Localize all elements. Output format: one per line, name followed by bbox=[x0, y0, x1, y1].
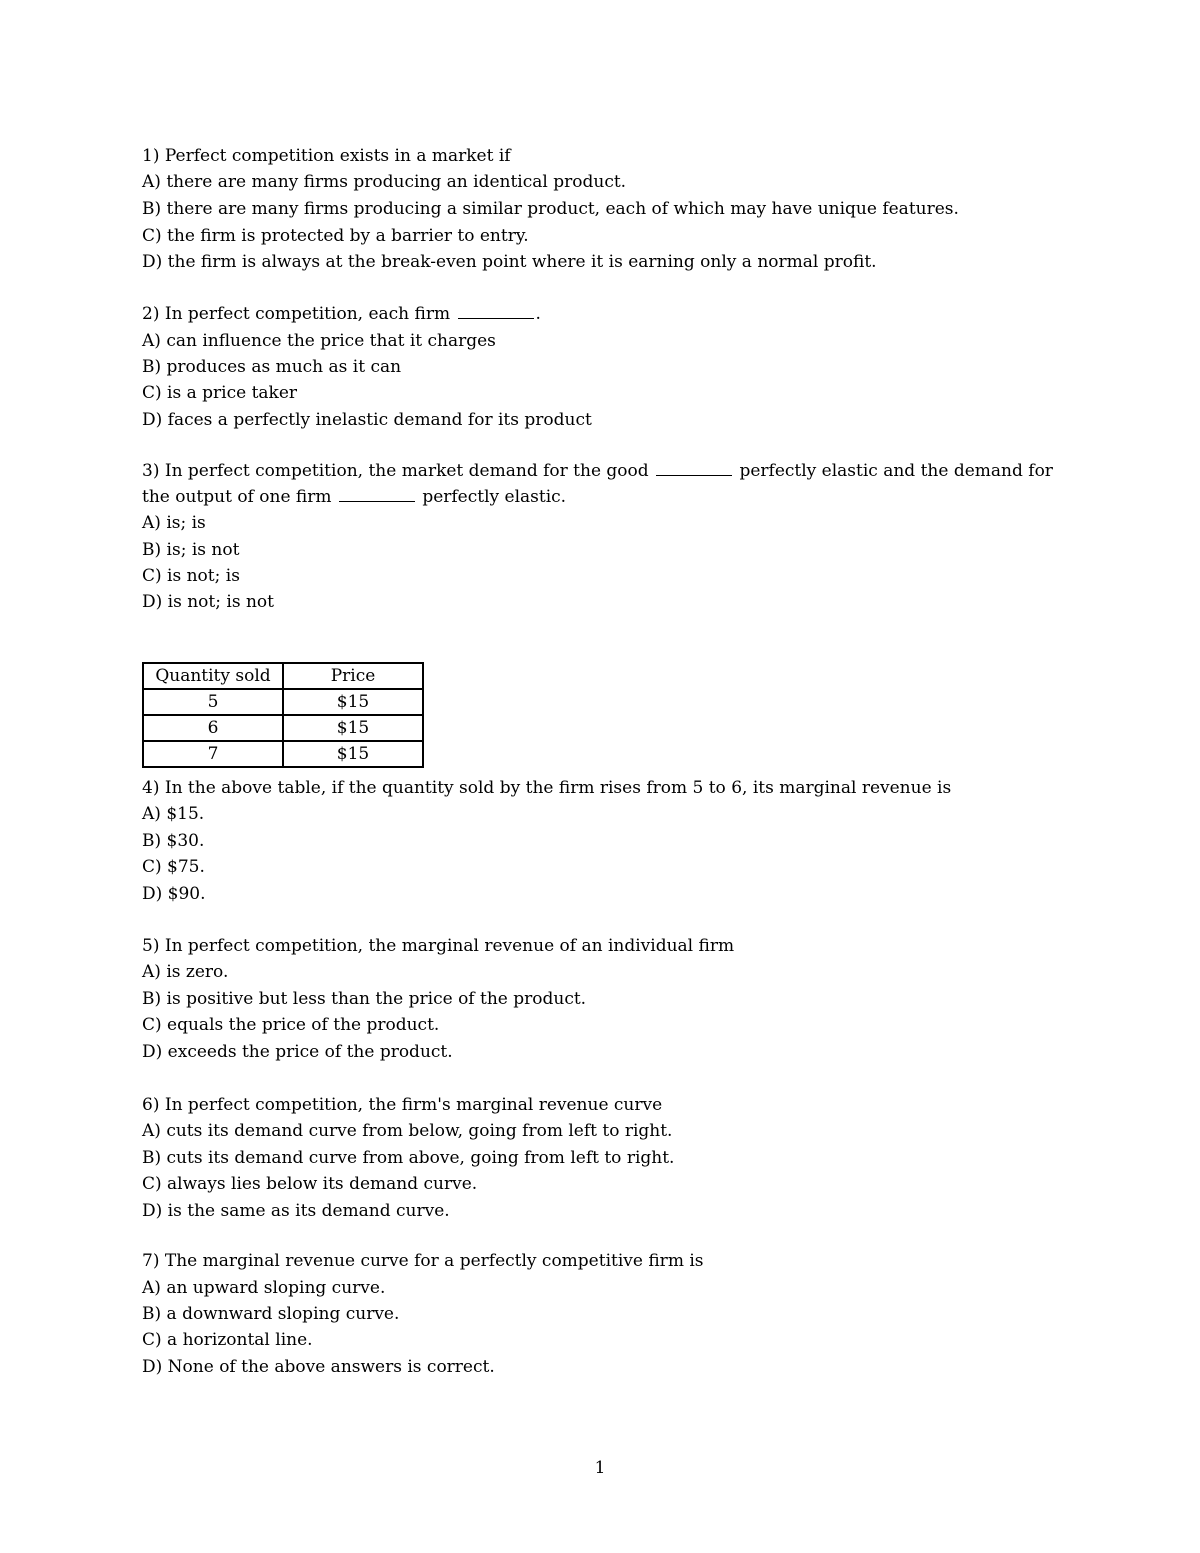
question-5-option-b: B) is positive but less than the price of the product. bbox=[142, 989, 587, 1009]
table-row bbox=[143, 689, 423, 715]
question-4-option-c: C) $75. bbox=[142, 857, 205, 877]
question-3-stem-part-3: the output of one firm bbox=[142, 487, 332, 507]
question-4-option-a: A) $15. bbox=[142, 804, 205, 824]
table-cell: 6 bbox=[143, 715, 283, 741]
question-2-option-c: C) is a price taker bbox=[142, 383, 298, 403]
page-number: 1 bbox=[594, 1458, 606, 1478]
question-7-option-d: D) None of the above answers is correct. bbox=[142, 1357, 495, 1377]
question-7-option-c: C) a horizontal line. bbox=[142, 1330, 313, 1350]
question-3-option-a: A) is; is bbox=[142, 513, 206, 533]
question-2-stem bbox=[142, 303, 541, 325]
question-3-option-d: D) is not; is not bbox=[142, 592, 274, 612]
question-2-stem-text: 2) In perfect competition, each firm bbox=[142, 304, 451, 324]
question-3-option-c: C) is not; is bbox=[142, 566, 240, 586]
table-row bbox=[143, 741, 423, 767]
table-row bbox=[143, 715, 423, 741]
question-5-option-a: A) is zero. bbox=[142, 962, 229, 982]
question-1-option-d: D) the firm is always at the break-even point where it is earning only a normal profit. bbox=[142, 252, 877, 272]
table-cell: $15 bbox=[283, 689, 423, 715]
question-4-stem: 4) In the above table, if the quantity sold by the firm rises from 5 to 6, its marginal revenue is bbox=[142, 778, 952, 798]
question-5-option-d: D) exceeds the price of the product. bbox=[142, 1042, 453, 1062]
question-1-option-b: B) there are many firms producing a similar product, each of which may have unique features. bbox=[142, 199, 959, 219]
question-4-option-b: B) $30. bbox=[142, 831, 205, 851]
question-6-option-a: A) cuts its demand curve from below, going from left to right. bbox=[142, 1121, 673, 1141]
quantity-price-table bbox=[142, 662, 424, 768]
question-2-stem-end: . bbox=[535, 304, 541, 324]
table-cell: 5 bbox=[143, 689, 283, 715]
question-3-stem-part-1: 3) In perfect competition, the market demand for the good bbox=[142, 461, 649, 481]
question-6-option-b: B) cuts its demand curve from above, going from left to right. bbox=[142, 1148, 675, 1168]
question-2-option-d: D) faces a perfectly inelastic demand for its product bbox=[142, 410, 592, 430]
table-header-price: Price bbox=[283, 663, 423, 689]
question-6-option-c: C) always lies below its demand curve. bbox=[142, 1174, 478, 1194]
question-3-option-b: B) is; is not bbox=[142, 540, 240, 560]
question-6-stem: 6) In perfect competition, the firm's marginal revenue curve bbox=[142, 1095, 663, 1115]
answer-blank bbox=[339, 487, 415, 502]
question-7-option-b: B) a downward sloping curve. bbox=[142, 1304, 400, 1324]
question-3-stem-line-1 bbox=[142, 460, 1053, 482]
question-1-option-a: A) there are many firms producing an identical product. bbox=[142, 172, 627, 192]
question-1-option-c: C) the firm is protected by a barrier to entry. bbox=[142, 226, 529, 246]
question-7-option-a: A) an upward sloping curve. bbox=[142, 1278, 386, 1298]
answer-blank bbox=[656, 461, 732, 476]
question-4-option-d: D) $90. bbox=[142, 884, 206, 904]
answer-blank bbox=[458, 304, 534, 319]
question-3-stem-line-2 bbox=[142, 486, 566, 508]
question-5-stem: 5) In perfect competition, the marginal revenue of an individual firm bbox=[142, 936, 735, 956]
question-6-option-d: D) is the same as its demand curve. bbox=[142, 1201, 450, 1221]
table-header-quantity: Quantity sold bbox=[143, 663, 283, 689]
table-cell: $15 bbox=[283, 741, 423, 767]
table-cell: $15 bbox=[283, 715, 423, 741]
question-3-stem-part-4: perfectly elastic. bbox=[422, 487, 567, 507]
question-3-stem-part-2: perfectly elastic and the demand for bbox=[739, 461, 1053, 481]
table-header-row bbox=[143, 663, 423, 689]
question-2-option-b: B) produces as much as it can bbox=[142, 357, 402, 377]
question-1-stem: 1) Perfect competition exists in a market if bbox=[142, 146, 511, 166]
question-5-option-c: C) equals the price of the product. bbox=[142, 1015, 440, 1035]
table-cell: 7 bbox=[143, 741, 283, 767]
question-7-stem: 7) The marginal revenue curve for a perfectly competitive firm is bbox=[142, 1251, 704, 1271]
question-2-option-a: A) can influence the price that it charges bbox=[142, 331, 496, 351]
